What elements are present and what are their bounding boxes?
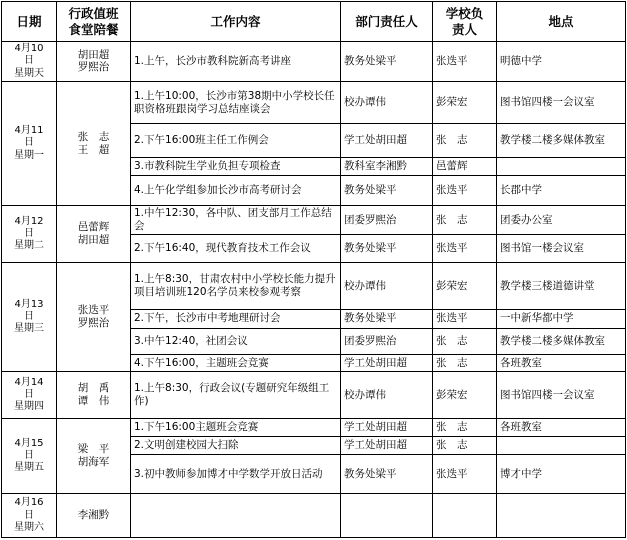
resp-cell: 张 志 <box>433 206 497 235</box>
date-line: 日 <box>24 509 34 521</box>
duty-cell <box>57 206 131 263</box>
date-line: 4月11 <box>14 125 44 137</box>
date-line: 日 <box>24 55 34 67</box>
duty-line: 张迭平 <box>77 304 110 317</box>
table-row <box>2 418 626 436</box>
header-resp: 学校负 责人 <box>433 2 497 42</box>
date-line: 星期五 <box>14 462 44 474</box>
header-place: 地点 <box>497 2 626 42</box>
dept-cell: 教务处梁平 <box>341 309 433 328</box>
content-cell: 2.下午16:40，现代教育技术工作会议 <box>131 234 341 262</box>
duty-line: 胡田超 <box>77 48 110 61</box>
date-line: 4月14 <box>14 376 44 388</box>
content-cell: 1.上午，长沙市教科院新高考讲座 <box>131 42 341 82</box>
dept-cell: 教务处梁平 <box>341 234 433 262</box>
duty-line: 胡 禹 <box>77 382 110 395</box>
date-line: 日 <box>24 311 34 323</box>
header-dept: 部门责任人 <box>341 2 433 42</box>
dept-cell: 教科室李湘黔 <box>341 157 433 175</box>
place-cell <box>497 494 626 538</box>
date-line: 4月15 <box>14 437 44 449</box>
table-row <box>2 372 626 418</box>
date-line: 星期二 <box>14 240 44 252</box>
place-cell: 明德中学 <box>497 42 626 82</box>
date-cell <box>2 81 57 205</box>
date-line: 4月13 <box>14 298 44 310</box>
content-cell: 4.上午化学组参加长沙市高考研讨会 <box>131 175 341 205</box>
resp-cell: 张迭平 <box>433 42 497 82</box>
dept-cell: 团委罗熙治 <box>341 328 433 354</box>
date-cell <box>2 418 57 494</box>
dept-cell: 教务处梁平 <box>341 42 433 82</box>
place-cell: 各班教室 <box>497 418 626 436</box>
resp-cell: 张迭平 <box>433 455 497 494</box>
content-cell: 1.上午10:00，长沙市第38期中小学校长任职资格班跟岗学习总结座谈会 <box>131 81 341 123</box>
duty-line: 李湘黔 <box>77 509 110 522</box>
date-cell <box>2 263 57 372</box>
place-cell: 图书馆一楼会议室 <box>497 234 626 262</box>
dept-cell: 学工处胡田超 <box>341 124 433 157</box>
date-line: 4月12 <box>14 215 44 227</box>
content-cell: 1.中午12:30，各中队、团支部月工作总结会 <box>131 206 341 235</box>
dept-cell: 校办谭伟 <box>341 263 433 309</box>
resp-cell: 邑蕾辉 <box>433 157 497 175</box>
resp-cell: 张迭平 <box>433 234 497 262</box>
resp-cell: 张迭平 <box>433 175 497 205</box>
table-row <box>2 206 626 235</box>
duty-cell <box>57 494 131 538</box>
duty-cell <box>57 372 131 418</box>
content-cell: 1.下午16:00主题班会竞赛 <box>131 418 341 436</box>
duty-line: 胡海军 <box>77 456 110 469</box>
header-date: 日期 <box>2 2 57 42</box>
content-cell: 2.文明创建校园大扫除 <box>131 436 341 454</box>
content-cell: 2.下午，长沙市中考地理研讨会 <box>131 309 341 328</box>
resp-cell: 彭荣宏 <box>433 81 497 123</box>
place-cell: 图书馆四楼一会议室 <box>497 372 626 418</box>
duty-line: 罗熙治 <box>77 61 110 74</box>
content-cell: 1.上午8:30，甘肃农村中小学校长能力提升项目培训班120名学员来校参观考察 <box>131 263 341 309</box>
dept-cell: 学工处胡田超 <box>341 418 433 436</box>
resp-cell: 彭荣宏 <box>433 372 497 418</box>
place-cell: 教学楼三楼道德讲堂 <box>497 263 626 309</box>
date-line: 日 <box>24 137 34 149</box>
content-cell: 3.初中教师参加博才中学数学开放日活动 <box>131 455 341 494</box>
place-cell: 图书馆四楼一会议室 <box>497 81 626 123</box>
duty-line: 胡田超 <box>77 234 110 247</box>
table-row <box>2 263 626 309</box>
date-cell <box>2 42 57 82</box>
table-row <box>2 42 626 82</box>
header-row <box>2 2 626 42</box>
resp-cell: 彭荣宏 <box>433 263 497 309</box>
date-line: 星期六 <box>14 521 44 533</box>
duty-cell <box>57 418 131 494</box>
dept-cell: 学工处胡田超 <box>341 355 433 372</box>
place-cell: 一中新华都中学 <box>497 309 626 328</box>
duty-cell <box>57 263 131 372</box>
place-cell: 团委办公室 <box>497 206 626 235</box>
date-line: 4月10 <box>14 43 44 55</box>
duty-line: 张 志 <box>77 130 110 143</box>
duty-line: 王 超 <box>77 143 110 156</box>
table-row <box>2 81 626 123</box>
place-cell: 长郡中学 <box>497 175 626 205</box>
date-line: 星期四 <box>14 401 44 413</box>
content-cell: 3.中午12:40，社团会议 <box>131 328 341 354</box>
dept-cell: 教务处梁平 <box>341 175 433 205</box>
place-cell: 博才中学 <box>497 455 626 494</box>
content-cell: 2.下午16:00班主任工作例会 <box>131 124 341 157</box>
place-cell <box>497 436 626 454</box>
dept-cell: 学工处胡田超 <box>341 436 433 454</box>
dept-cell: 校办谭伟 <box>341 81 433 123</box>
header-content: 工作内容 <box>131 2 341 42</box>
date-line: 日 <box>24 450 34 461</box>
resp-cell: 张 志 <box>433 328 497 354</box>
table-row <box>2 494 626 538</box>
date-line: 日 <box>24 228 34 240</box>
dept-cell <box>341 494 433 538</box>
dept-cell: 校办谭伟 <box>341 372 433 418</box>
duty-line: 邑蕾辉 <box>77 221 110 234</box>
content-cell: 4.下午16:00，主题班会竞赛 <box>131 355 341 372</box>
resp-cell: 张 志 <box>433 436 497 454</box>
weekly-schedule-table <box>1 1 626 538</box>
duty-line: 谭 伟 <box>77 395 110 407</box>
content-cell: 1.上午8:30，行政会议(专题研究年级组工作) <box>131 372 341 418</box>
content-cell <box>131 494 341 538</box>
date-line: 4月16 <box>14 497 44 509</box>
date-line: 日 <box>24 388 34 400</box>
resp-cell: 张迭平 <box>433 309 497 328</box>
date-cell <box>2 206 57 263</box>
resp-cell <box>433 494 497 538</box>
place-cell: 各班教室 <box>497 355 626 372</box>
date-cell <box>2 494 57 538</box>
date-line: 星期三 <box>14 323 44 335</box>
resp-cell: 张 志 <box>433 418 497 436</box>
dept-cell: 教务处梁平 <box>341 455 433 494</box>
resp-cell: 张 志 <box>433 355 497 372</box>
date-line: 星期天 <box>14 67 44 79</box>
duty-line: 罗熙治 <box>77 317 110 330</box>
date-cell <box>2 372 57 418</box>
content-cell: 3.市教科院生学业负担专项检查 <box>131 157 341 175</box>
place-cell: 教学楼二楼多媒体教室 <box>497 328 626 354</box>
header-duty: 行政值班 食堂陪餐 <box>57 2 131 42</box>
duty-line: 梁 平 <box>77 443 110 456</box>
dept-cell: 团委罗熙治 <box>341 206 433 235</box>
date-line: 星期一 <box>14 149 44 161</box>
duty-cell <box>57 42 131 82</box>
duty-cell <box>57 81 131 205</box>
place-cell: 教学楼二楼多媒体教室 <box>497 124 626 157</box>
place-cell <box>497 157 626 175</box>
resp-cell: 张 志 <box>433 124 497 157</box>
